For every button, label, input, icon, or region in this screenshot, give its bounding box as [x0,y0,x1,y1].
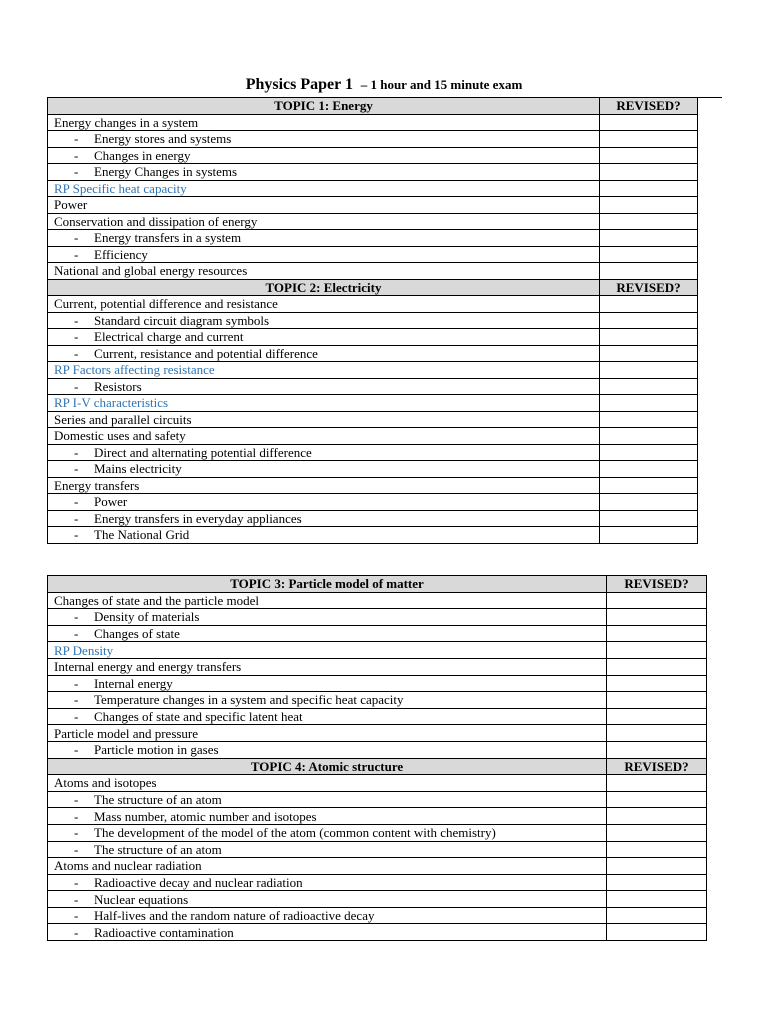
topic-item-label: Current, potential difference and resistance [54,296,278,312]
dash-bullet: - [74,230,79,246]
checklist-row [48,527,698,544]
dash-bullet: - [74,345,79,361]
checklist-item [48,874,607,891]
checklist-row [48,477,698,494]
checklist-item [48,230,600,247]
topic-item-label: Energy transfers in a system [94,230,242,246]
checklist-row [48,708,707,725]
topic-heading: TOPIC 1: Energy [48,98,600,115]
checklist-item [48,725,607,742]
dash-bullet: - [74,527,79,543]
revision-table-topics-1-2 [47,97,698,544]
revised-checkbox-cell[interactable] [600,411,698,428]
revised-checkbox-cell[interactable] [607,874,707,891]
title-rule [697,97,722,98]
checklist-row [48,263,698,280]
dash-bullet: - [74,808,79,824]
dash-bullet: - [74,692,79,708]
revised-checkbox-cell[interactable] [600,131,698,148]
checklist-row [48,808,707,825]
checklist-row [48,841,707,858]
checklist-item [48,428,600,445]
checklist-row [48,874,707,891]
topic-header-row [48,279,698,296]
checklist-row [48,858,707,875]
checklist-row [48,197,698,214]
page-title [0,76,768,94]
checklist-row [48,692,707,709]
topic-item-label: Efficiency [94,246,148,262]
checklist-item [48,164,600,181]
dash-bullet: - [74,874,79,890]
revised-checkbox-cell[interactable] [600,461,698,478]
topic-item-label: Mass number, atomic number and isotopes [94,808,317,824]
checklist-row [48,741,707,758]
checklist-item [48,378,600,395]
revised-column-header: REVISED? [600,279,698,296]
revised-checkbox-cell[interactable] [600,444,698,461]
dash-bullet: - [74,792,79,808]
checklist-row [48,411,698,428]
checklist-item [48,527,600,544]
required-practical-label: RP Specific heat capacity [54,180,187,196]
checklist-item [48,246,600,263]
checklist-item [48,147,600,164]
checklist-row [48,775,707,792]
revised-checkbox-cell[interactable] [607,841,707,858]
topic-item-label: Conservation and dissipation of energy [54,213,258,229]
checklist-item [48,791,607,808]
checklist-item [48,824,607,841]
revised-checkbox-cell[interactable] [600,527,698,544]
revised-checkbox-cell[interactable] [600,428,698,445]
checklist-item [48,345,600,362]
revised-checkbox-cell[interactable] [600,477,698,494]
checklist-row [48,891,707,908]
checklist-item [48,642,607,659]
topic-item-label: Radioactive contamination [94,924,234,940]
topic-heading: TOPIC 2: Electricity [48,279,600,296]
title-subtitle: – 1 hour and 15 minute exam [360,77,523,92]
dash-bullet: - [74,841,79,857]
checklist-item [48,841,607,858]
checklist-row [48,510,698,527]
revised-checkbox-cell[interactable] [600,510,698,527]
topic-item-label: Atoms and nuclear radiation [54,858,202,874]
revised-checkbox-cell[interactable] [607,725,707,742]
topic-item-label: Changes of state [94,626,180,642]
checklist-row [48,907,707,924]
checklist-item [48,329,600,346]
revised-checkbox-cell[interactable] [607,692,707,709]
revised-checkbox-cell[interactable] [607,775,707,792]
dash-bullet: - [74,164,79,180]
checklist-row [48,329,698,346]
dash-bullet: - [74,825,79,841]
dash-bullet: - [74,742,79,758]
topic-item-label: Electrical charge and current [94,329,244,345]
checklist-row [48,658,707,675]
topic-heading: TOPIC 4: Atomic structure [48,758,607,775]
checklist-item [48,263,600,280]
topic-heading: TOPIC 3: Particle model of matter [48,576,607,593]
checklist-item [48,114,600,131]
checklist-item [48,461,600,478]
topic-item-label: The structure of an atom [94,792,222,808]
checklist-item [48,411,600,428]
checklist-item [48,625,607,642]
revised-checkbox-cell[interactable] [600,345,698,362]
revised-checkbox-cell[interactable] [607,808,707,825]
topic-item-label: Atoms and isotopes [54,775,157,791]
checklist-item [48,708,607,725]
dash-bullet: - [74,131,79,147]
checklist-item [48,741,607,758]
topic-item-label: Standard circuit diagram symbols [94,312,270,328]
checklist-item [48,592,607,609]
revised-checkbox-cell[interactable] [600,197,698,214]
checklist-row [48,114,698,131]
checklist-item [48,312,600,329]
topic-item-label: Nuclear equations [94,891,189,907]
checklist-item [48,494,600,511]
topic-item-label: The structure of an atom [94,841,222,857]
revised-checkbox-cell[interactable] [600,147,698,164]
checklist-item [48,692,607,709]
revised-checkbox-cell[interactable] [600,114,698,131]
dash-bullet: - [74,461,79,477]
checklist-item [48,891,607,908]
checklist-row [48,609,707,626]
checklist-row [48,213,698,230]
topic-item-label: Energy transfers in everyday appliances [94,510,302,526]
dash-bullet: - [74,494,79,510]
revised-checkbox-cell[interactable] [600,213,698,230]
topic-item-label: Energy stores and systems [94,131,232,147]
revised-checkbox-cell[interactable] [607,708,707,725]
checklist-row [48,642,707,659]
checklist-row [48,494,698,511]
revised-checkbox-cell[interactable] [607,858,707,875]
topic-header-row [48,576,707,593]
revised-checkbox-cell[interactable] [600,362,698,379]
checklist-row [48,592,707,609]
topic-header-row [48,758,707,775]
checklist-item [48,362,600,379]
checklist-item [48,924,607,941]
checklist-row [48,230,698,247]
checklist-item [48,444,600,461]
revised-checkbox-cell[interactable] [600,230,698,247]
checklist-row [48,461,698,478]
revised-checkbox-cell[interactable] [600,246,698,263]
checklist-item [48,213,600,230]
checklist-row [48,345,698,362]
topic-item-label: Power [94,494,128,510]
revised-checkbox-cell[interactable] [607,907,707,924]
checklist-item [48,477,600,494]
checklist-row [48,428,698,445]
checklist-row [48,378,698,395]
checklist-row [48,725,707,742]
revised-checkbox-cell[interactable] [607,891,707,908]
topic-item-label: Mains electricity [94,461,182,477]
checklist-row [48,296,698,313]
revised-checkbox-cell[interactable] [607,924,707,941]
checklist-row [48,791,707,808]
checklist-row [48,675,707,692]
revised-checkbox-cell[interactable] [607,658,707,675]
checklist-row [48,362,698,379]
checklist-item [48,907,607,924]
topic-item-label: Energy Changes in systems [94,164,238,180]
checklist-row [48,824,707,841]
dash-bullet: - [74,626,79,642]
checklist-item [48,131,600,148]
revised-checkbox-cell[interactable] [600,378,698,395]
dash-bullet: - [74,510,79,526]
topic-item-label: Temperature changes in a system and specific heat capacity [94,692,404,708]
revision-table-topics-3-4 [47,575,707,941]
topic-item-label: Series and parallel circuits [54,411,192,427]
dash-bullet: - [74,444,79,460]
checklist-row [48,312,698,329]
required-practical-label: RP Density [54,642,114,658]
dash-bullet: - [74,924,79,940]
topic-item-label: National and global energy resources [54,263,248,279]
topic-item-label: The National Grid [94,527,190,543]
dash-bullet: - [74,329,79,345]
revised-checkbox-cell[interactable] [607,824,707,841]
checklist-item [48,675,607,692]
topic-item-label: Half-lives and the random nature of radioactive decay [94,908,375,924]
revised-column-header: REVISED? [607,758,707,775]
revised-checkbox-cell[interactable] [607,625,707,642]
topic-item-label: Changes of state and the particle model [54,592,260,608]
checklist-row [48,924,707,941]
checklist-item [48,858,607,875]
revised-checkbox-cell[interactable] [607,592,707,609]
revised-checkbox-cell[interactable] [607,741,707,758]
checklist-item [48,510,600,527]
checklist-item [48,296,600,313]
checklist-row [48,625,707,642]
topic-item-label: Energy changes in a system [54,114,199,130]
dash-bullet: - [74,609,79,625]
dash-bullet: - [74,709,79,725]
title-main: Physics Paper 1 [245,76,353,93]
topic-item-label: Resistors [94,378,142,394]
revised-checkbox-cell[interactable] [600,329,698,346]
revised-checkbox-cell[interactable] [600,263,698,280]
topic-item-label: Energy transfers [54,477,140,493]
topic-item-label: Internal energy and energy transfers [54,659,242,675]
checklist-row [48,444,698,461]
dash-bullet: - [74,891,79,907]
checklist-row [48,147,698,164]
checklist-item [48,808,607,825]
topic-item-label: Internal energy [94,675,173,691]
topic-item-label: The development of the model of the atom (common content with chemistry) [94,825,496,841]
topic-item-label: Radioactive decay and nuclear radiation [94,874,303,890]
revised-checkbox-cell[interactable] [600,180,698,197]
topic-item-label: Particle motion in gases [94,742,219,758]
checklist-row [48,164,698,181]
revised-checkbox-cell[interactable] [607,609,707,626]
checklist-item [48,658,607,675]
required-practical-label: RP I-V characteristics [54,395,169,411]
dash-bullet: - [74,675,79,691]
topic-item-label: Changes in energy [94,147,191,163]
topic-item-label: Density of materials [94,609,200,625]
checklist-item [48,180,600,197]
dash-bullet: - [74,312,79,328]
revised-checkbox-cell[interactable] [600,296,698,313]
revised-checkbox-cell[interactable] [600,494,698,511]
checklist-item [48,395,600,412]
revised-checkbox-cell[interactable] [607,791,707,808]
checklist-item [48,197,600,214]
checklist-row [48,180,698,197]
dash-bullet: - [74,908,79,924]
revised-checkbox-cell[interactable] [600,312,698,329]
topic-header-row [48,98,698,115]
checklist-row [48,131,698,148]
revised-checkbox-cell[interactable] [600,164,698,181]
topic-item-label: Power [54,197,88,213]
dash-bullet: - [74,246,79,262]
revised-column-header: REVISED? [600,98,698,115]
topic-item-label: Particle model and pressure [54,725,199,741]
revised-column-header: REVISED? [607,576,707,593]
revised-checkbox-cell[interactable] [607,642,707,659]
checklist-item [48,775,607,792]
checklist-item [48,609,607,626]
topic-item-label: Current, resistance and potential difference [94,345,318,361]
required-practical-label: RP Factors affecting resistance [54,362,215,378]
revised-checkbox-cell[interactable] [600,395,698,412]
topic-item-label: Direct and alternating potential difference [94,444,312,460]
topic-item-label: Changes of state and specific latent heat [94,709,303,725]
dash-bullet: - [74,147,79,163]
topic-item-label: Domestic uses and safety [54,428,186,444]
revised-checkbox-cell[interactable] [607,675,707,692]
dash-bullet: - [74,378,79,394]
checklist-row [48,395,698,412]
checklist-row [48,246,698,263]
